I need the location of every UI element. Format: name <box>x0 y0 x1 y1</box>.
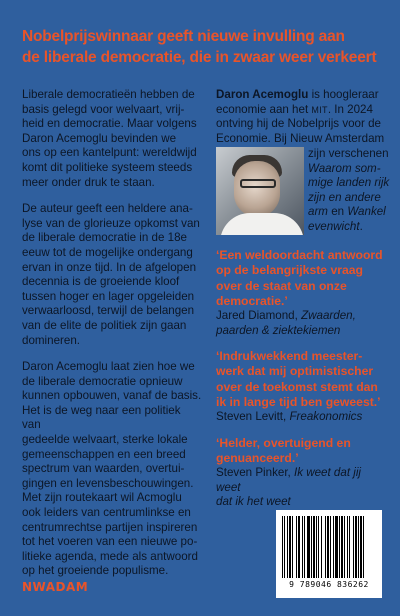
quote-book-title: Ik weet dat jij weet <box>216 466 361 494</box>
blurb-line: de liberale democratie opnieuw <box>22 374 183 388</box>
blurb-line: domineren. <box>22 333 81 347</box>
author-photo <box>216 147 304 235</box>
isbn-digits: 9 789046 836262 <box>289 580 369 589</box>
blurb-line: litieke agenda, mede als antwoord <box>22 549 198 563</box>
isbn-barcode <box>276 510 382 598</box>
quote-source <box>216 309 388 338</box>
blurb-paragraph-1 <box>22 88 202 190</box>
blurb-line: Liberale democratieën hebben de <box>22 88 195 101</box>
blurb-line: van de elite de politiek zijn gaan <box>22 318 187 332</box>
barcode-bar <box>363 516 364 578</box>
headline-line-1: Nobelprijswinnaar geeft nieuwe invulling aan <box>22 28 345 45</box>
review-quote <box>216 436 388 510</box>
blurb-line: centrumrechtse partijen inspireren <box>22 520 198 534</box>
review-quote <box>216 349 388 425</box>
blurb-line: op het groeiende populisme. <box>22 564 169 578</box>
quote-line: genuanceerd.’ <box>216 450 299 465</box>
quote-line: democratie.’ <box>216 293 288 308</box>
author-bio <box>216 88 386 146</box>
author-name: Daron Acemoglu <box>216 88 309 101</box>
blurb-line: de liberale democratie in de 18e <box>22 231 187 245</box>
bio-line-2-pre: economie aan het <box>216 102 312 116</box>
quote-line: ‘Een weldoordacht antwoord <box>216 248 383 262</box>
barcode-bars <box>282 516 376 578</box>
review-quote <box>216 248 388 338</box>
bio-side-line: arm en Wankel <box>308 205 386 219</box>
quote-source <box>216 410 388 424</box>
blurb-line: Het is de weg naar een politiek van <box>22 403 181 432</box>
blurb-line: gemeenschappen en een breed <box>22 447 186 461</box>
publisher-logo: NWADAM <box>22 580 89 594</box>
review-quotes <box>216 248 388 520</box>
quote-book-title: Zwaarden, <box>301 309 356 323</box>
blurb-paragraph-2 <box>22 202 202 348</box>
quote-line: ‘Indrukwekkend meester- <box>216 349 363 363</box>
blurb-line: Daron Acemoglu laat zien hoe we <box>22 360 195 374</box>
quote-line: ik in lange tijd ben geweest.’ <box>216 394 381 409</box>
bio-side-line: zijn verschenen <box>308 147 389 160</box>
quote-author: Steven Pinker, <box>216 466 294 480</box>
blurb-line: spectrum van waarden, overtui- <box>22 462 185 476</box>
quote-line: over de toekomst stemt dan <box>216 379 378 394</box>
blurb-line: ervan in onze tijd. In de afgelopen <box>22 260 197 274</box>
bio-line-4: Economie. Bij Nieuw Amsterdam <box>216 131 385 145</box>
bio-line-3: ontving hij de Nobelprijs voor de <box>216 117 381 131</box>
blurb-line: basis gelegd voor welvaart, vrij- <box>22 102 185 116</box>
blurb-line: gedeelde welvaart, sterke lokale <box>22 433 188 447</box>
blurb-line: gingen en levensbeschouwingen. <box>22 476 194 490</box>
quote-author: Steven Levitt, <box>216 410 290 424</box>
bio-side-line: mige landen rijk <box>308 176 390 190</box>
quote-book-title: paarden & ziektekiemen <box>216 323 341 337</box>
blurb-line: verwaarloosd, terwijl de belangen <box>22 304 195 318</box>
blurb-line: De auteur geeft een heldere ana- <box>22 202 193 216</box>
blurb-column <box>22 88 202 591</box>
bio-side-line: Waarom som- <box>308 161 381 175</box>
quote-book-title: dat ik het weet <box>216 495 291 508</box>
quote-line: op de belangrijkste vraag <box>216 263 363 278</box>
blurb-line: tot het voeren van een nieuwe po- <box>22 535 198 549</box>
quote-line: werk dat mij optimistischer <box>216 364 374 379</box>
blurb-line: ook leiders van centrumlinkse en <box>22 506 191 520</box>
quote-source <box>216 466 388 509</box>
quote-line: over de staat van onze <box>216 278 347 293</box>
headline-line-2: de liberale democratie, die in zwaar weer verkeert <box>22 49 377 66</box>
blurb-line: meer onder druk te staan. <box>22 175 155 189</box>
blurb-line: heid en democratie. Maar volgens <box>22 117 197 131</box>
bio-side-line: zijn en andere <box>308 190 381 204</box>
quote-book-title: Freakonomics <box>289 410 363 424</box>
blurb-line: komt dit politieke systeem steeds <box>22 160 193 174</box>
bio-line-2-post: . In 2024 <box>327 102 373 116</box>
quote-line: ‘Helder, overtuigend en <box>216 435 351 450</box>
blurb-line: Daron Acemoglu bevinden we <box>22 131 177 145</box>
blurb-line: tussen hoger en lager opgeleiden <box>22 289 195 303</box>
blurb-line: Met zijn routekaart wil Acmoglu <box>22 491 182 505</box>
blurb-paragraph-3 <box>22 360 202 579</box>
quote-author: Jared Diamond, <box>216 309 302 323</box>
blurb-line: eeuw tot de mogelijke ondergang <box>22 245 193 259</box>
headline <box>22 26 382 68</box>
bio-books <box>308 147 392 235</box>
blurb-line: kunnen opbouwen, vanaf de basis. <box>22 389 202 403</box>
blurb-line: decennia is de groeiende kloof <box>22 275 180 289</box>
blurb-line: lyse van de glorieuze opkomst van <box>22 216 200 230</box>
bio-line-1: is hoogleraar <box>308 88 379 101</box>
blurb-line: ons op een kantelpunt: wereldwijd <box>22 146 197 160</box>
bio-mit: MIT <box>311 104 328 115</box>
bio-side-line: evenwicht. <box>308 219 363 233</box>
